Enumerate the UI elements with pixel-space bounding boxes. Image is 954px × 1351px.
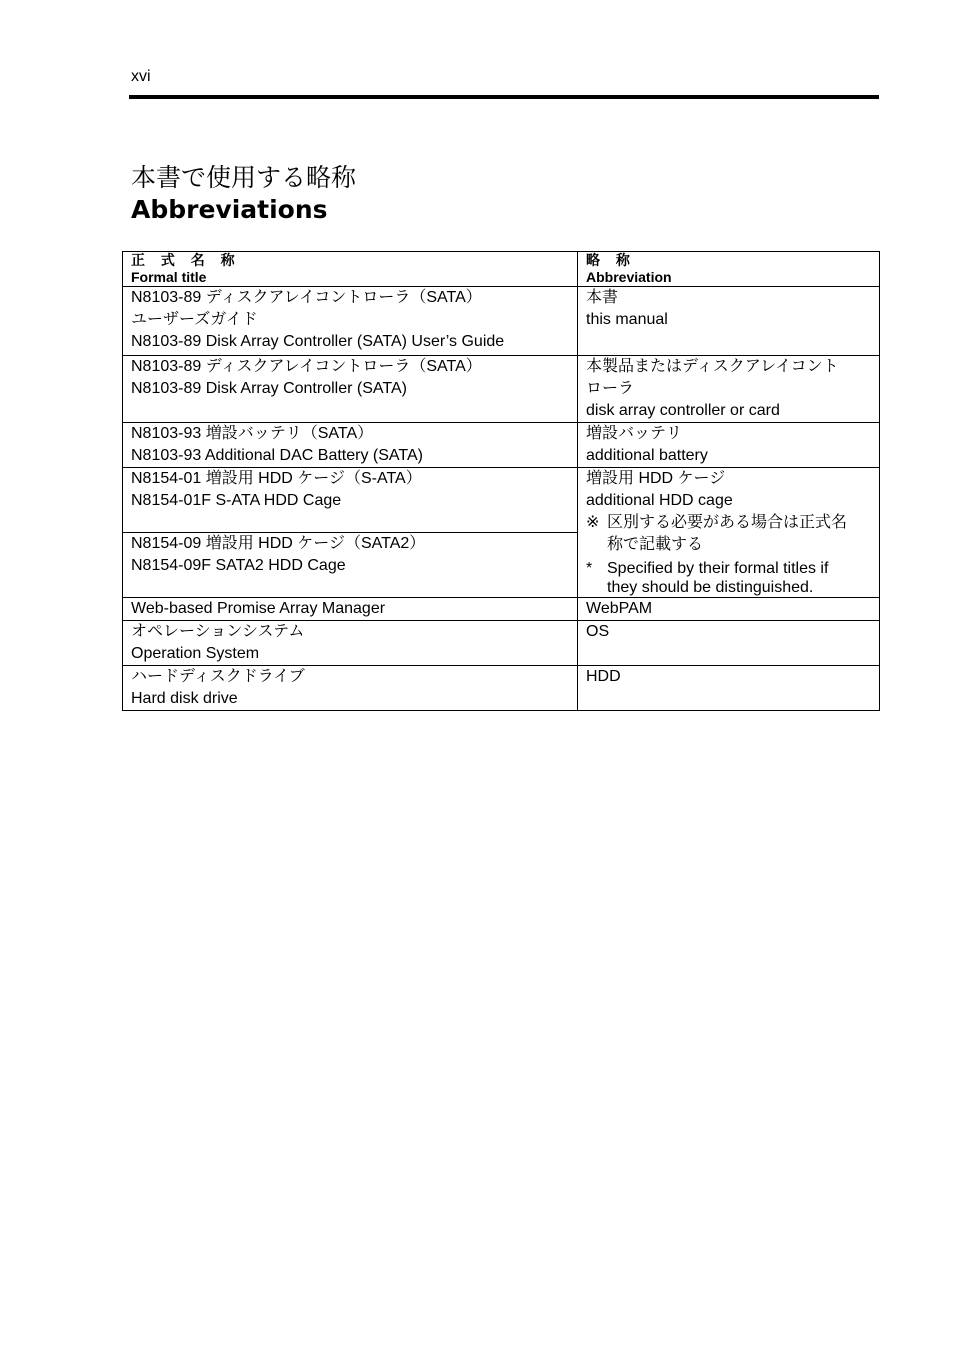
header-formal-en: Formal title [131,269,207,285]
abbr-line: additional HDD cage [586,492,733,509]
formal-line: Hard disk drive [131,690,238,707]
abbr-cell [578,621,880,666]
abbr-line: this manual [586,311,668,328]
note-en-line: they should be distinguished. [607,579,814,596]
abbr-cell [578,287,880,356]
formal-line: N8103-89 ディスクアレイコントローラ（SATA） [131,358,482,375]
formal-cell [123,666,578,711]
section-title-en: Abbreviations [131,195,328,224]
abbr-cell-hdd-cage [578,468,880,598]
formal-line: N8103-93 Additional DAC Battery (SATA) [131,447,423,464]
abbr-line: ローラ [586,380,635,397]
abbreviations-table [122,251,880,711]
formal-cell [123,621,578,666]
formal-line: Operation System [131,645,260,662]
section-title-jp: 本書で使用する略称 [131,163,357,192]
header-rule [129,95,879,99]
note-jp-mark: ※ [586,514,600,531]
note-jp-line: 称で記載する [607,536,704,553]
abbr-cell [578,356,880,423]
note-en-line: Specified by their formal titles if [607,560,829,577]
abbr-line: 増設バッテリ [586,425,683,442]
abbr-cell [578,598,880,621]
formal-line: N8103-89 ディスクアレイコントローラ（SATA） [131,289,482,306]
formal-cell [123,423,578,468]
note-jp [586,512,871,556]
formal-line: N8154-09F SATA2 HDD Cage [131,557,346,574]
formal-line: N8154-09 増設用 HDD ケージ（SATA2） [131,535,426,552]
abbr-line: 本製品またはディスクアレイコント [586,358,839,375]
formal-line: Web-based Promise Array Manager [131,600,386,617]
table-row [123,468,880,533]
formal-line: N8154-01F S-ATA HDD Cage [131,492,342,509]
note-en-mark: * [586,560,593,577]
formal-line: N8103-89 Disk Array Controller (SATA) [131,380,407,397]
formal-cell [123,598,578,621]
table-row [123,666,880,711]
abbr-line: additional battery [586,447,708,464]
abbr-line: WebPAM [586,600,653,617]
formal-cell [123,356,578,423]
table-row [123,423,880,468]
abbr-line: HDD [586,668,621,685]
header-abbr-en: Abbreviation [586,269,672,285]
abbr-line: disk array controller or card [586,402,780,419]
abbr-cell [578,423,880,468]
table-row [123,621,880,666]
formal-line: N8103-89 Disk Array Controller (SATA) User’s Guide [131,333,505,350]
formal-line: ユーザーズガイド [131,311,258,328]
formal-line: N8154-01 増設用 HDD ケージ（S-ATA） [131,470,422,487]
header-formal-jp: 正 式 名 称 [131,252,241,268]
formal-cell [123,468,578,533]
header-abbr-jp: 略 称 [586,252,636,268]
header-abbreviation [578,252,880,287]
formal-line: N8103-93 増設バッテリ（SATA） [131,425,374,442]
note-en [586,559,871,597]
header-formal-title [123,252,578,287]
table-header-row [123,252,880,287]
table-row [123,598,880,621]
formal-cell [123,533,578,598]
formal-line: オペレーションシステム [131,623,305,640]
formal-line: ハードディスクドライブ [131,668,305,685]
page-number: xvi [131,68,151,85]
abbr-line: OS [586,623,610,640]
table-row [123,287,880,356]
note-jp-line: 区別する必要がある場合は正式名 [607,514,848,531]
formal-cell [123,287,578,356]
abbr-line: 増設用 HDD ケージ [586,470,726,487]
abbr-cell [578,666,880,711]
abbr-line: 本書 [586,289,619,306]
table-row [123,356,880,423]
